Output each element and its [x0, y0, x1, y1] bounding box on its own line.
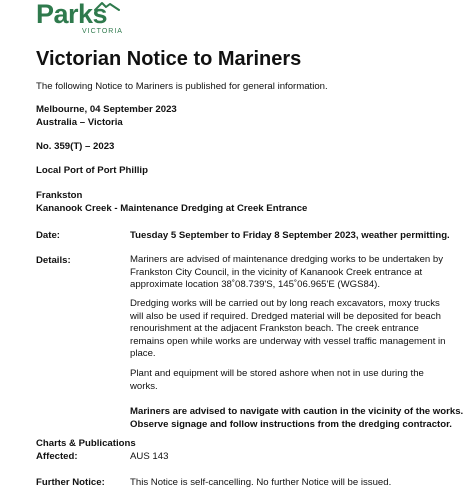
charts-label-line1: Charts & Publications — [36, 438, 136, 449]
details-line: approximate location 38˚08.739'S, 145˚06.965'E (WGS84). — [130, 279, 381, 290]
place-name: Frankston — [36, 190, 83, 201]
charts-label-line2: Affected: — [36, 451, 78, 462]
page-title: Victorian Notice to Mariners — [36, 48, 302, 70]
notice-number: No. 359(T) – 2023 — [36, 141, 115, 152]
region: Australia – Victoria — [36, 117, 123, 128]
parks-victoria-logo — [36, 0, 126, 38]
details-line: place. — [130, 348, 156, 359]
details-line: works. — [130, 380, 158, 392]
date-label: Date: — [36, 230, 60, 241]
local-port: Local Port of Port Phillip — [36, 165, 148, 176]
details-line: will also be used if required. Dredged material will be deposited for beach — [130, 310, 441, 322]
details-label: Details: — [36, 255, 71, 266]
details-warning — [130, 406, 463, 431]
warning-line: Mariners are advised to navigate with caution in the vicinity of the works. — [130, 406, 464, 417]
date-value: Tuesday 5 September to Friday 8 September 2023, weather permitting. — [130, 230, 450, 241]
further-notice-value: This Notice is self-cancelling. No further Notice will be issued. — [130, 477, 392, 488]
intro-text: The following Notice to Mariners is published for general information. — [36, 81, 328, 92]
notice-subject: Kananook Creek - Maintenance Dredging at Creek Entrance — [36, 203, 308, 214]
details-paragraph-1 — [130, 254, 443, 292]
location-date: Melbourne, 04 September 2023 — [36, 104, 177, 115]
charts-value: AUS 143 — [130, 451, 169, 462]
details-line: Mariners are advised of maintenance dredging works to be undertaken by — [130, 254, 444, 265]
details-paragraph-3 — [130, 368, 424, 393]
warning-line: Observe signage and follow instructions from the dredging contractor. — [130, 418, 452, 430]
details-line: Plant and equipment will be stored ashore when not in use during the — [130, 368, 424, 379]
logo-subtext: VICTORIA — [82, 28, 123, 35]
details-line: Frankston City Council, in the vicinity of Kananook Creek entrance at — [130, 266, 423, 278]
details-line: remains open while works are underway with vessel traffic management in — [130, 335, 446, 347]
details-line: Dredging works will be carried out by long reach excavators, moxy trucks — [130, 298, 440, 309]
logo-wordmark: Parks — [36, 0, 108, 29]
further-notice-label: Further Notice: — [36, 477, 105, 488]
details-line: renourishment at the adjacent Frankston beach. The creek entrance — [130, 323, 419, 334]
details-paragraph-2 — [130, 298, 446, 361]
